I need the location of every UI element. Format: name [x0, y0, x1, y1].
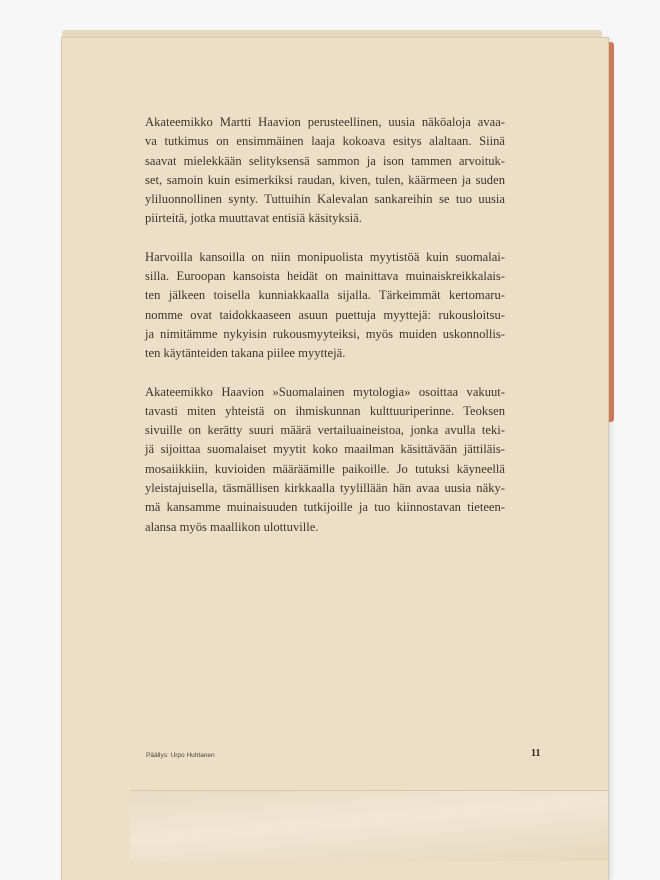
text-line: va tutkimus on ensimmäinen laaja kokoava esitys alaltaan. Siinä [145, 134, 505, 149]
blurb-paragraph-3 [145, 383, 505, 537]
text-line: piirteitä, jotka muuttavat entisiä käsityksiä. [145, 211, 362, 226]
blurb-paragraph-1 [145, 113, 505, 229]
text-line: saavat mielekkään selityksensä sammon ja ison tammen arvoituk- [145, 153, 505, 168]
text-line: nomme ovat taidokkaaseen asuun puettuja myyttejä: rukousloitsu- [145, 307, 505, 322]
text-line: sivuille on kerätty suuri määrä vertailuaineistoa, jonka avulla teki- [145, 423, 505, 438]
text-line: yliluonnollinen synty. Tuttuihin Kalevalan sankareihin se tuo uusia [145, 192, 505, 207]
text-line: yleistajuisella, täsmällisen kirkkaalla tyylillään hän avaa uusia näky- [145, 481, 505, 496]
text-line: ten käytänteiden takana piilee myyttejä. [145, 346, 346, 361]
text-line: alansa myös maallikon ulottuville. [145, 519, 319, 534]
text-line: ten jälkeen toisella kunniakkaalla sijalla. Tärkeimmät kertomaru- [145, 288, 505, 303]
torn-dust-jacket-edge [130, 790, 608, 861]
cover-designer-credit: Päällys: Urpo Huhtanen [146, 752, 215, 759]
price-code: 11 [531, 748, 541, 759]
text-line: mosaiikkiin, kuvioiden määräämille paikoille. Jo tutuksi käyneellä [145, 461, 505, 476]
text-line: mä kansamme muinaisuuden tutkijoille ja tuo kiinnostavan tieteen- [145, 500, 505, 515]
text-line: ja nimitämme nykyisin rukousmyyteiksi, myös muiden uskonnollis- [145, 326, 505, 341]
blurb-paragraph-2 [145, 248, 505, 364]
text-line: Akateemikko Martti Haavion perusteellinen, uusia näköaloja avaa- [145, 115, 505, 129]
text-line: set, samoin kuin esimerkiksi raudan, kiven, tulen, käärmeen ja suden [145, 172, 505, 187]
text-line: tavasti miten yhteistä on ihmiskunnan kulttuuriperinne. Teoksen [145, 403, 505, 418]
blurb-text [145, 113, 505, 556]
text-line: Akateemikko Haavion »Suomalainen mytologia» osoittaa vakuut- [145, 384, 505, 399]
text-line: Harvoilla kansoilla on niin monipuolista myytistöä kuin suomalai- [145, 249, 505, 264]
text-line: jä sijoittaa suomalaiset myytit koko maailman käsittävään jättiläis- [145, 442, 505, 457]
text-line: silla. Euroopan kansoista heidät on mainittava muinaiskreikkalais- [145, 269, 505, 284]
